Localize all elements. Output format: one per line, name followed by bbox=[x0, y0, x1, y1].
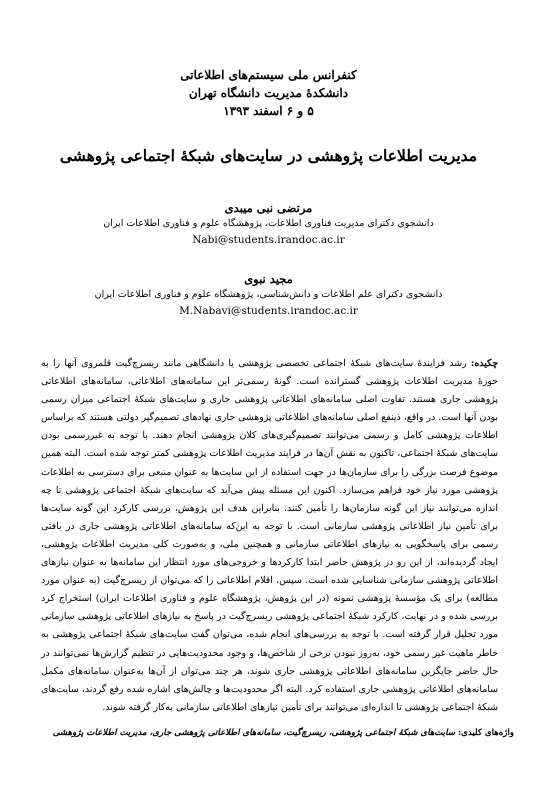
author-affiliation: دانشجوی دکترای علم اطلاعات و دانش‌شناسی، پژوهشگاه علوم و فناوری اطلاعات ایران bbox=[94, 289, 443, 300]
keywords-text: سایت‌های شبکۀ اجتماعی پژوهشی، ریسرچ‌گیت، سامانه‌های اطلاعاتی پژوهشی جاری، مدیریت اطلاعات پژوهشی bbox=[52, 728, 455, 738]
paper-title: مدیریت اطلاعات پژوهشی در سایت‌های شبکۀ اجتماعی پژوهشی bbox=[59, 146, 478, 165]
keywords bbox=[24, 726, 514, 740]
author-block-1 bbox=[0, 200, 537, 248]
author-name: مجید نبوی bbox=[244, 272, 293, 286]
conference-name: کنفرانس ملی سیستم‌های اطلاعاتی bbox=[180, 68, 357, 82]
author-block-2 bbox=[0, 271, 537, 319]
abstract-text: رشد فزایندۀ سایت‌های شبکۀ اجتماعی تخصصی پژوهشی یا دانشگاهی مانند ریسرچ‌گیت قلمروی آنها را به حوزۀ مدیریت اطلاعات پژوهشی گسترانده است. گونۀ رسمی‌تر این سامانه‌های اطلاعاتی، سامانه‌های اطلاعاتی پژوهشی جاری هستند. تفاوت اصلی سامانه‌های اطلاعاتی پژوهشی جاری و سایت‌های شبکۀ اجتماعی میزان رسمی بودن آنها است. در واقع، ذینفع اصلی سامانه‌های اطلاعاتی پژوهشی جاری نهادهای تصمیم‌گیر دولتی هستند که براساس اطلاعات پژوهشی کامل و رسمی می‌توانند تصمیم‌گیری‌های کلان پژوهشی انجام دهند. با توجه به غیررسمی بودن سایت‌های شبکۀ اجتماعی، تاکنون به نقش آن‌ها در فرایند مدیریت اطلاعات پژوهشی کمتر توجه شده است. البته همین موضوع فرصت بزرگی را برای سازمان‌ها در جهت استفاده از این سایت‌ها به عنوان منبعی برای دسترسی به اطلاعات پژوهشی مورد نیاز خود فراهم می‌سازد. اکنون این مسئله پیش می‌آید که سایت‌های شبکۀ اجتماعی پژوهشی تا چه اندازه می‌توانند نیاز این گونه سازمان‌ها را تأمین کنند. بنابراین هدف این پژوهش، بررسی کارکرد این گونه سایت‌ها برای تأمین نیاز اطلاعاتی پژوهشی سازمانی است. با توجه به این‌که سامانه‌های اطلاعاتی پژوهشی جاری در بافتی رسمی برای پاسخگویی به نیازهای اطلاعاتی سازمانی و همچنین ملی، و به‌صورت کلی مدیریت اطلاعات پژوهشی، ایجاد گردیده‌اند، از این رو در پژوهش حاضر ابتدا کارکردها و خروجی‌های مورد انتظار این سامانه‌ها به عنوان نیازهای اطلاعاتی پژوهشی سازمانی شناسایی شده است. سپس، اقلام اطلاعاتی را که می‌توان از ریسرچ‌گیت (به عنوان مورد مطالعه) برای یک مؤسسۀ پژوهشی نمونه (در این پژوهش، پژوهشگاه علوم و فناوری اطلاعات ایران) استخراج کرد بررسی شده و در نهایت، کارکرد شبکۀ اجتماعی پژوهشی ریسرچ‌گیت در پاسخ به نیازهای اطلاعاتی پژوهشی سازمانی مورد تحلیل قرار گرفته است. با توجه به بررسی‌های انجام شده، می‌توان گفت سایت‌های شبکۀ اجتماعی پژوهشی به خاطر ماهیت غیر رسمی خود، به‌روز نبودن برخی از شاخص‌ها، و وجود محدودیت‌هایی در تنظیم گزارش‌ها نمی‌توانند در حال حاضر جایگزین سامانه‌های اطلاعاتی پژوهشی جاری شوند، هر چند می‌توان از آن‌ها به‌عنوان سامانه‌های مکمل سامانه‌های اطلاعاتی پژوهشی جاری استفاده کرد. البته اگر محدودیت‌ها و چالش‌های اشاره شده رفع گردند، سایت‌های شبکۀ اجتماعی پژوهشی تا اندازه‌ای می‌توانند برای تأمین نیازهای اطلاعاتی سازمانی به‌کار گرفته شوند. bbox=[41, 358, 498, 713]
abstract bbox=[41, 355, 498, 717]
author-name: مرتضی نبی میبدی bbox=[224, 201, 313, 215]
keywords-label: واژه‌های کلیدی: bbox=[458, 728, 514, 738]
conference-date: ۵ و ۶ اسفند ۱۳۹۳ bbox=[223, 104, 314, 118]
abstract-label: چکیده: bbox=[470, 358, 499, 369]
conference-header bbox=[0, 66, 537, 120]
author-affiliation: دانشجوی دکترای مدیریت فناوری اطلاعات، پژوهشگاه علوم و فناوری اطلاعات ایران bbox=[103, 218, 434, 229]
conference-host: دانشکدۀ مدیریت دانشگاه تهران bbox=[188, 86, 349, 100]
author-email: M.Nabavi@students.irandoc.ac.ir bbox=[179, 305, 358, 317]
author-email: Nabi@students.irandoc.ac.ir bbox=[192, 234, 345, 246]
